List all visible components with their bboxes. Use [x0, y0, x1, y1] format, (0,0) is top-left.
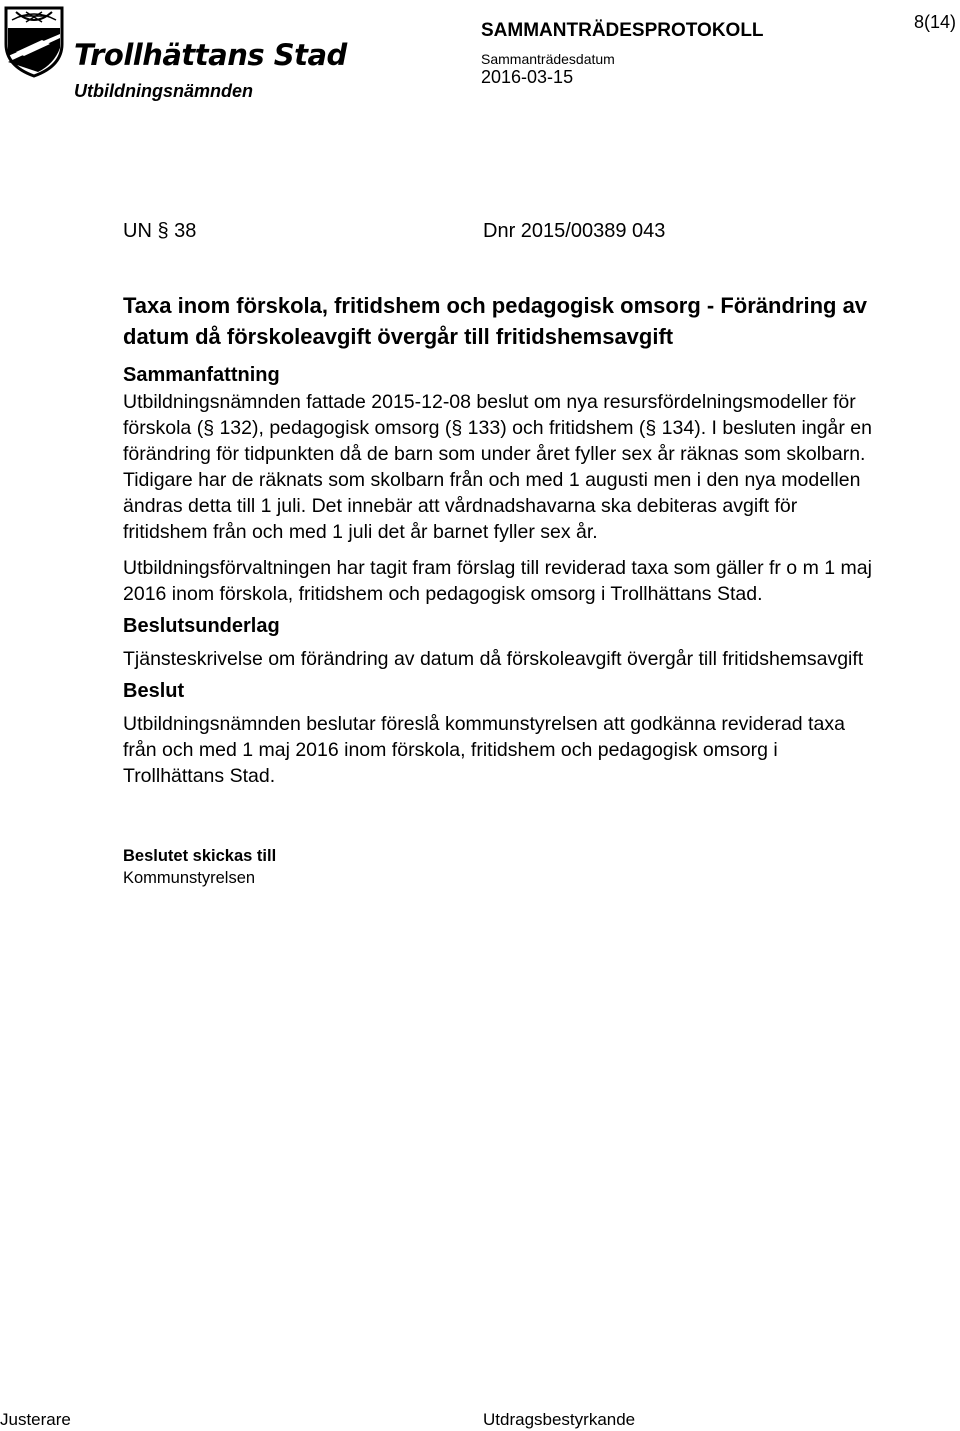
case-number: UN § 38: [123, 220, 197, 242]
basis-text: Tjänsteskrivelse om förändring av datum då förskoleavgift övergår till fritidshemsavgift: [123, 648, 864, 670]
sent-to-label: Beslutet skickas till: [123, 847, 277, 865]
decision-text: Utbildningsnämnden beslutar föreslå kommunstyrelsen att godkänna reviderad taxa från och med 1 maj 2016 inom förskola, fritidshem och pedagogisk omsorg i Trollhättans Stad.: [123, 713, 845, 787]
basis-heading: Beslutsunderlag: [123, 615, 280, 637]
protocol-content: [123, 218, 883, 889]
coat-of-arms-logo: [2, 4, 66, 78]
footer-adjuster-label: Justerare: [0, 1410, 71, 1429]
diary-number: Dnr 2015/00389 043: [483, 220, 666, 242]
page-number: 8(14): [913, 12, 956, 32]
document-type: SAMMANTRÄDESPROTOKOLL: [481, 20, 764, 41]
board-name: Utbildningsnämnden: [74, 81, 253, 101]
summary-heading: Sammanfattning: [123, 364, 280, 386]
summary-paragraph-1: Utbildningsnämnden fattade 2015-12-08 beslut om nya resursfördelningsmodeller för förskola (§ 132), pedagogisk omsorg (§ 133) och fritidshem (§ 134). I besluten ingår en förändring för tidpunkten då de barn som under året fyller sex år räknas som skolbarn. Tidigare har de räknats som skolbarn från och med 1 augusti men i den nya modellen ändras detta till 1 juli. Det innebär att vårdnadshavarna ska debiteras avgift för fritidshem från och med 1 juli det år barnet fyller sex år.: [123, 391, 872, 543]
meeting-date-label: Sammanträdesdatum: [481, 51, 615, 67]
summary-paragraph-2: Utbildningsförvaltningen har tagit fram förslag till reviderad taxa som gäller fr o m 1 maj 2016 inom förskola, fritidshem och pedagogisk omsorg i Trollhättans Stad.: [123, 557, 872, 605]
logo-wordmark: Trollhättans Stad: [74, 38, 347, 72]
sent-to-recipient: Kommunstyrelsen: [123, 869, 256, 887]
decision-heading: Beslut: [123, 680, 185, 702]
case-title: Taxa inom förskola, fritidshem och pedagogisk omsorg - Förändring av datum då förskoleavgift övergår till fritidshemsavgift: [123, 293, 868, 349]
sent-to-block: [123, 845, 883, 889]
case-reference: [123, 218, 883, 244]
meeting-date: 2016-03-15: [481, 67, 574, 87]
footer-certification-label: Utdragsbestyrkande: [483, 1410, 636, 1429]
